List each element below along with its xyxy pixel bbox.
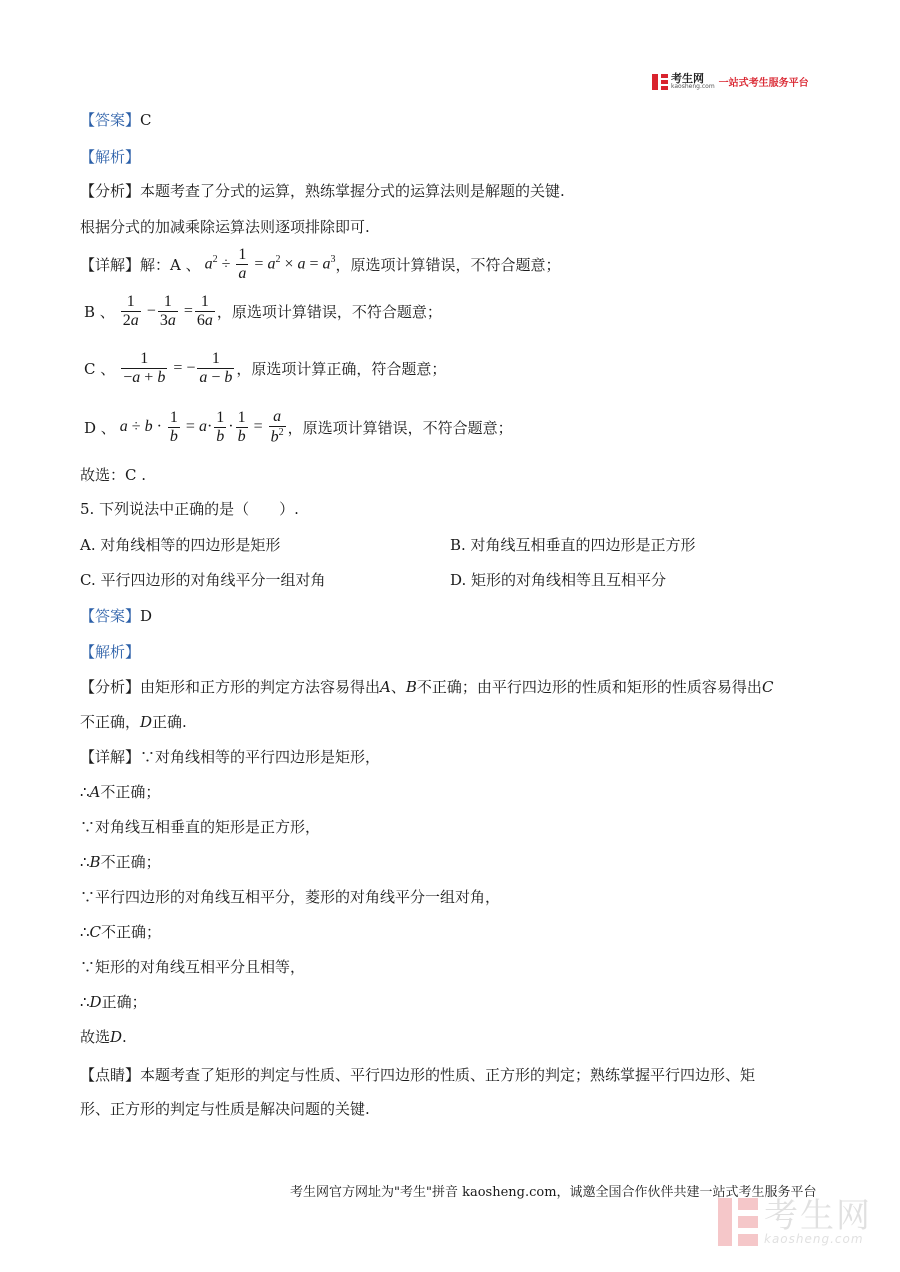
q5-dianjing-tag: 【点睛】: [80, 1066, 141, 1084]
q5-line8-text: 正确；: [101, 993, 147, 1011]
q5-line3: ∵对角线互相垂直的矩形是正方形，: [80, 818, 321, 836]
q5-line7: ∵矩形的对角线互相平分且相等，: [80, 958, 306, 976]
q5-fenxi-text-c: 不正确；由平行四边形的性质和矩形的性质容易得出: [416, 678, 762, 696]
q5-fenxi-text-e: 正确.: [152, 713, 187, 731]
q4-option-d-label: D 、: [84, 419, 116, 438]
q4-option-a-comment: ，原选项计算错误，不符合题意；: [335, 256, 561, 275]
q5-line2-text: 不正确；: [100, 783, 161, 801]
q4-option-b-comment: ，原选项计算错误，不符合题意；: [216, 303, 442, 322]
q5-conclusion-text: 故选: [80, 1028, 111, 1046]
q4-option-a-formula: $a^2$ ÷ $\frac{1}{a}$ = $a^2 \times a = a^3$: [204, 246, 336, 283]
q4-option-b-formula: $\frac{1}{2a}$ − $\frac{1}{3a}$ = $\frac{1}{6a}$: [122, 293, 213, 330]
q5-dianjing-text1: 本题考查了矩形的判定与性质、平行四边形的性质、正方形的判定；熟练掌握平行四边形、矩: [140, 1066, 756, 1084]
q5-line2: [80, 781, 160, 802]
var-a: A: [89, 783, 101, 801]
var-a: A: [380, 678, 391, 696]
q5-line5: ∵平行四边形的对角线互相平分，菱形的对角线平分一组对角，: [80, 888, 501, 906]
q4-method-text: 根据分式的加减乘除运算法则逐项排除即可.: [80, 218, 370, 236]
q5-conclusion-period: .: [122, 1028, 127, 1046]
q4-xiangjie-intro: 解：A 、: [140, 256, 201, 275]
q5-fenxi-line2: [80, 711, 187, 732]
q5-option-b: B. 对角线互相垂直的四边形是正方形: [450, 536, 696, 554]
q4-option-c-label: C 、: [84, 360, 116, 379]
therefore-symbol: ∴: [80, 783, 90, 801]
q5-option-d: D. 矩形的对角线相等且互相平分: [450, 571, 667, 589]
q4-analysis-tag: 【解析】: [80, 148, 141, 166]
watermark-url: kaosheng.com: [764, 1232, 864, 1246]
q5-stem: 5. 下列说法中正确的是（ ）.: [80, 500, 299, 518]
q4-fenxi-line: [80, 180, 565, 201]
q5-line6: [80, 921, 161, 942]
q4-fenxi-text: 本题考查了分式的运算，熟练掌握分式的运算法则是解题的关键.: [140, 182, 565, 200]
q5-xiangjie-tag: 【详解】: [80, 748, 141, 766]
q5-line4-text: 不正确；: [100, 853, 161, 871]
q5-fenxi-tag: 【分析】: [80, 678, 141, 696]
q5-option-a: A. 对角线相等的四边形是矩形: [80, 536, 281, 554]
q5-dianjing-line2: 形、正方形的判定与性质是解决问题的关键.: [80, 1100, 370, 1118]
kaosheng-logo-icon: [652, 74, 668, 90]
q4-option-c-line: [84, 350, 446, 388]
var-b: B: [89, 853, 101, 871]
q5-line6-text: 不正确；: [101, 923, 162, 941]
logo-name: 考生网: [671, 72, 704, 85]
header-slogan: 一站式考生服务平台: [718, 78, 809, 89]
var-d: D: [110, 1028, 123, 1046]
q4-answer-line: [80, 109, 152, 130]
therefore-symbol: ∴: [80, 853, 90, 871]
q5-line8: [80, 991, 147, 1012]
footer-watermark: [718, 1198, 872, 1246]
therefore-symbol: ∴: [80, 923, 90, 941]
q4-option-b-label: B 、: [84, 303, 115, 322]
q4-answer-tag: 【答案】: [80, 111, 141, 129]
q5-fenxi-text-a: 由矩形和正方形的判定方法容易得出: [140, 678, 381, 696]
q5-option-c: C. 平行四边形的对角线平分一组对角: [80, 571, 326, 589]
q5-line1-text: ∵对角线相等的平行四边形是矩形，: [140, 748, 381, 766]
q4-option-a-line: [80, 246, 561, 284]
footer-text: 考生网官方网址为"考生"拼音 kaosheng.com，诚邀全国合作伙伴共建一站式考生服务平台: [290, 1185, 817, 1200]
q5-line4: [80, 851, 161, 872]
q5-analysis-tag: 【解析】: [80, 643, 141, 661]
q4-xiangjie-tag: 【详解】: [80, 256, 141, 275]
q5-dianjing-line1: [80, 1064, 755, 1085]
q5-fenxi-text-d: 不正确，: [80, 713, 141, 731]
var-d: D: [89, 993, 102, 1011]
q4-option-b-line: [84, 293, 442, 331]
q4-option-d-formula: a ÷ b · $\frac{1}{b}$ = a· $\frac{1}{b}$ · $\frac{1}{b}$ = $\frac{a}{b^2}$: [119, 408, 284, 446]
var-c: C: [89, 923, 102, 941]
q5-xiangjie-line1: [80, 746, 380, 767]
var-d: D: [140, 713, 153, 731]
q4-option-d-comment: ，原选项计算错误，不符合题意；: [287, 419, 513, 438]
q5-answer-line: [80, 605, 152, 626]
watermark-name: 考生网: [764, 1196, 872, 1236]
var-b: B: [405, 678, 417, 696]
header-logo: [652, 73, 809, 90]
q4-option-c-formula: $\frac{1}{-a + b}$ = − $\frac{1}{a - b}$: [123, 350, 233, 387]
logo-url: kaosheng.com: [671, 83, 715, 90]
q5-answer-value: D: [140, 607, 153, 625]
var-c: C: [761, 678, 774, 696]
q5-answer-tag: 【答案】: [80, 607, 141, 625]
therefore-symbol: ∴: [80, 993, 90, 1011]
q5-fenxi-line1: [80, 676, 773, 697]
q4-answer-value: C: [140, 111, 152, 129]
q5-conclusion: [80, 1026, 127, 1047]
q4-option-c-comment: ，原选项计算正确，符合题意；: [236, 360, 447, 379]
kaosheng-watermark-icon: [718, 1198, 758, 1246]
q4-option-d-line: [84, 408, 513, 447]
q5-fenxi-sep: 、: [390, 678, 406, 696]
q4-conclusion: 故选：C .: [80, 466, 147, 484]
q4-fenxi-tag: 【分析】: [80, 182, 141, 200]
